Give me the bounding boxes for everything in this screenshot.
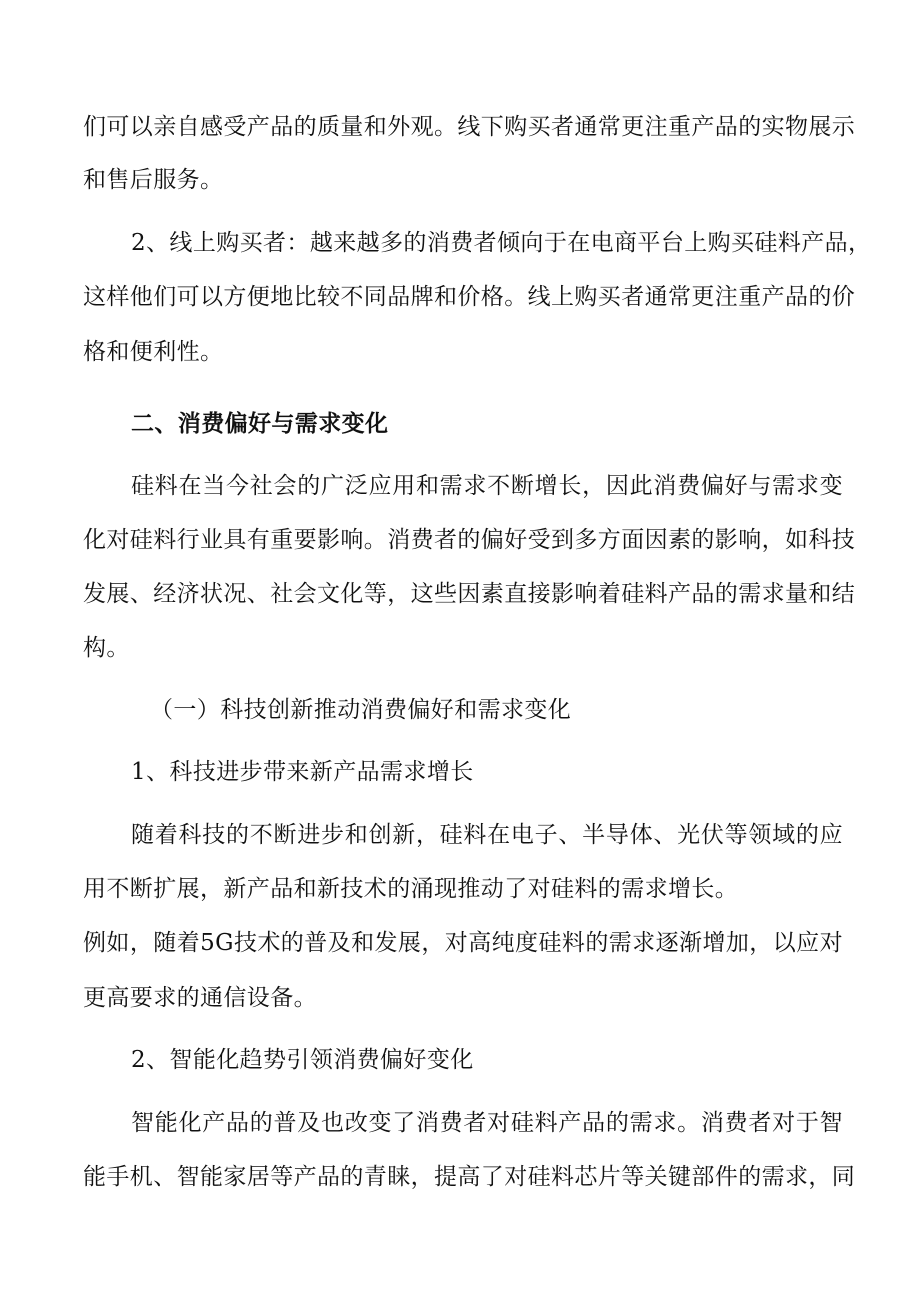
paragraph-line: 们可以亲自感受产品的质量和外观。线下购买者通常更注重产品的实物展示 (83, 114, 856, 140)
list-item-heading: 1、科技进步带来新产品需求增长 (131, 759, 474, 785)
paragraph-line: 更高要求的通信设备。 (83, 985, 317, 1011)
subsection-heading: （一）科技创新推动消费偏好和需求变化 (150, 697, 572, 723)
paragraph-line: 用不断扩展，新产品和新技术的涌现推动了对硅料的需求增长。 (83, 876, 739, 902)
paragraph-line: 例如，随着5G技术的普及和发展，对高纯度硅料的需求逐渐增加，以应对 (83, 930, 843, 956)
paragraph-line: 化对硅料行业具有重要影响。消费者的偏好受到多方面因素的影响，如科技 (83, 527, 856, 553)
paragraph-line: 和售后服务。 (83, 167, 224, 193)
paragraph-line: 智能化产品的普及也改变了消费者对硅料产品的需求。消费者对于智 (131, 1110, 843, 1136)
paragraph-line: 格和便利性。 (83, 339, 224, 365)
list-item-heading: 2、智能化趋势引领消费偏好变化 (131, 1047, 474, 1073)
section-heading: 二、消费偏好与需求变化 (131, 411, 389, 437)
paragraph-line: 构。 (83, 635, 130, 661)
list-item-online-buyers: 2、线上购买者：越来越多的消费者倾向于在电商平台上购买硅料产品， (131, 230, 872, 256)
paragraph-line: 随着科技的不断进步和创新，硅料在电子、半导体、光伏等领域的应 (131, 822, 843, 848)
paragraph-line: 这样他们可以方便地比较不同品牌和价格。线上购买者通常更注重产品的价 (83, 284, 856, 310)
paragraph-line: 发展、经济状况、社会文化等，这些因素直接影响着硅料产品的需求量和结 (83, 581, 856, 607)
paragraph-line: 硅料在当今社会的广泛应用和需求不断增长，因此消费偏好与需求变 (131, 473, 843, 499)
paragraph-line: 能手机、智能家居等产品的青睐，提高了对硅料芯片等关键部件的需求，同 (83, 1164, 856, 1190)
